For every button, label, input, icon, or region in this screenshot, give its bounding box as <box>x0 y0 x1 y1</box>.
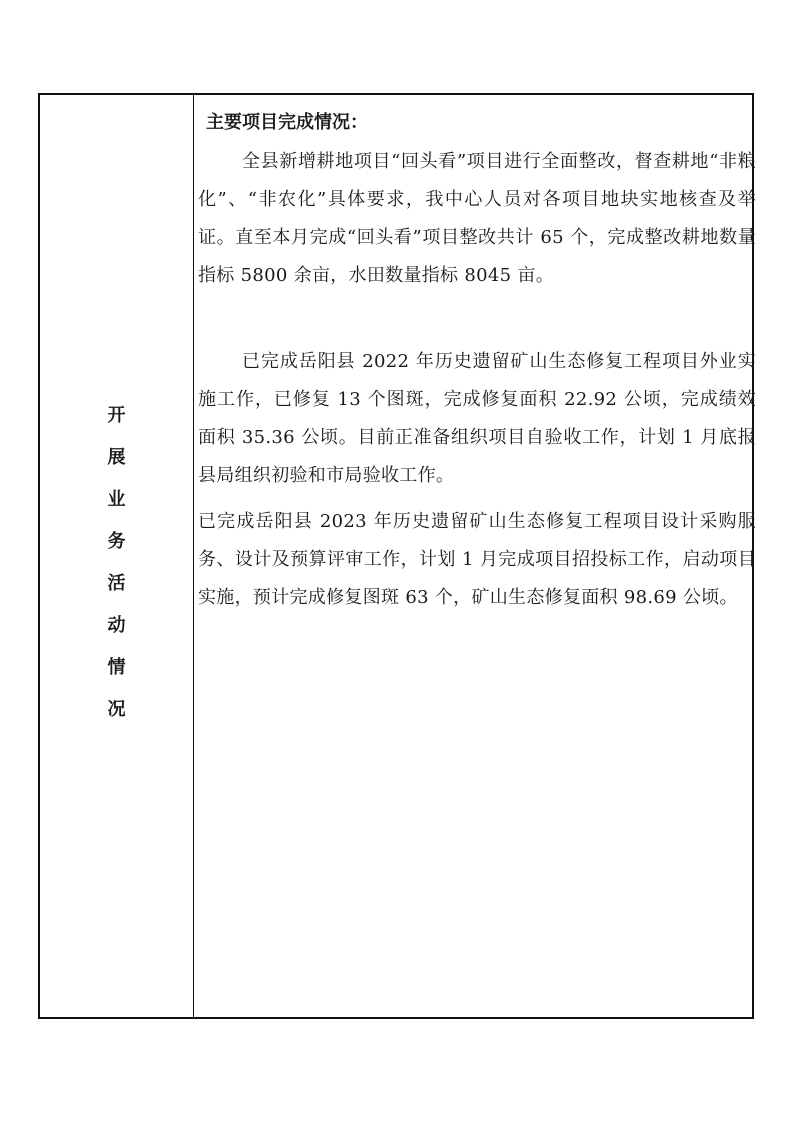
section-heading: 主要项目完成情况： <box>206 112 368 133</box>
row-label-column <box>40 95 193 1017</box>
row-label-char: 展 <box>107 447 126 468</box>
row-label-char: 务 <box>107 531 126 552</box>
row-label-char: 活 <box>107 573 126 594</box>
row-label-char: 况 <box>107 699 126 720</box>
row-label-char: 情 <box>107 657 126 678</box>
paragraph-farmland: 全县新增耕地项目“回头看”项目进行全面整改，督查耕地“非粮化”、“非农化”具体要求，我中心人员对各项目地块实地核查及举证。直至本月完成“回头看”项目整改共计 65 个，完成整改耕地数量指标 5800 余亩，水田数量指标 8045 亩。 <box>198 151 756 286</box>
row-label-char: 动 <box>107 615 126 636</box>
column-divider <box>193 95 194 1017</box>
report-table <box>38 93 754 1019</box>
paragraph-2023-project: 已完成岳阳县 2023 年历史遗留矿山生态修复工程项目设计采购服务、设计及预算评审工作，计划 1 月完成项目招投标工作，启动项目实施，预计完成修复图斑 63 个，矿山生态修复面积 98.69 公顷。 <box>198 511 756 608</box>
row-label-char: 业 <box>107 489 126 510</box>
row-label-char: 开 <box>107 405 126 426</box>
paragraph-2022-project: 已完成岳阳县 2022 年历史遗留矿山生态修复工程项目外业实施工作，已修复 13 个图斑，完成修复面积 22.92 公顷，完成绩效面积 35.36 公顷。目前正准备组织项目自验收工作，计划 1 月底报县局组织初验和市局验收工作。 <box>198 351 756 486</box>
